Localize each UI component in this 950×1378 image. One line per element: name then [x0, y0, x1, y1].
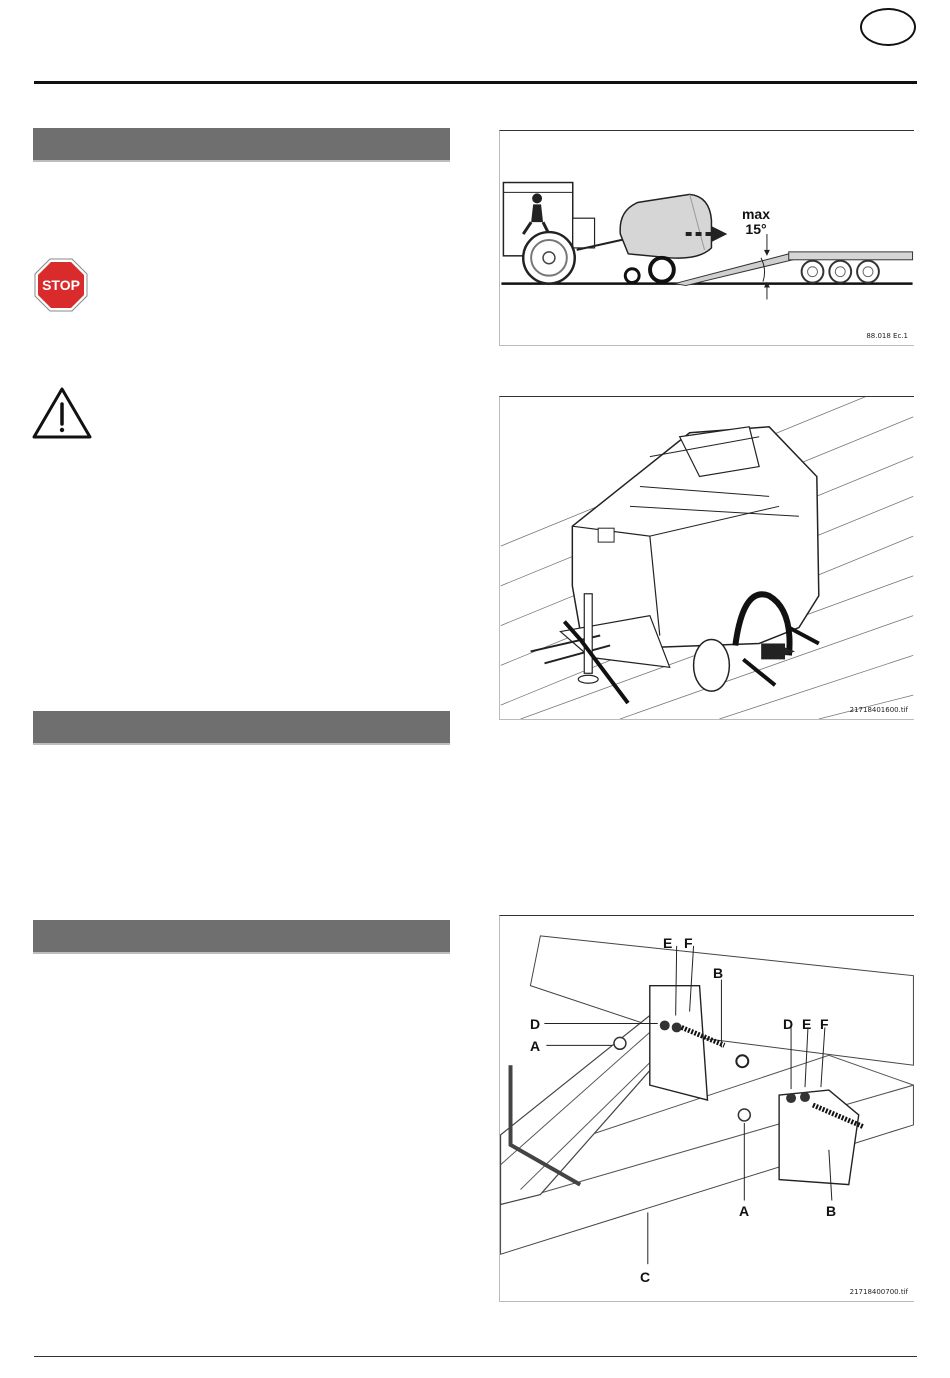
section-heading-bar-1 — [33, 128, 450, 162]
label-a-bottom: A — [739, 1203, 750, 1219]
figure-drawbar-mount — [499, 915, 914, 1302]
angle-label-prefix: max — [741, 206, 771, 222]
figure-loading-ramp — [499, 130, 914, 346]
footer-rule — [34, 1356, 917, 1357]
label-f-right: F — [820, 1016, 829, 1032]
header-rule — [34, 81, 917, 84]
label-a-left: A — [530, 1038, 541, 1054]
label-b-top: B — [713, 965, 724, 981]
language-badge — [860, 8, 916, 46]
warning-icon — [31, 386, 93, 440]
label-d-right: D — [783, 1016, 794, 1032]
label-e-right: E — [802, 1016, 812, 1032]
figure-baler-strapped — [499, 396, 914, 720]
label-f-left: F — [684, 935, 693, 951]
label-b-bottom: B — [826, 1203, 837, 1219]
section-heading-bar-3 — [33, 920, 450, 954]
stop-sign-text: STOP — [42, 277, 80, 293]
stop-sign-icon — [34, 258, 88, 312]
label-d-left: D — [530, 1016, 541, 1032]
figure-reference: 21718401600.tif — [849, 706, 908, 714]
angle-label-value: 15° — [745, 221, 767, 237]
label-c-bottom: C — [640, 1269, 651, 1285]
label-e-left: E — [663, 935, 673, 951]
section-heading-bar-2 — [33, 711, 450, 745]
figure-reference: 88.018 Ec.1 — [866, 332, 908, 340]
figure-reference: 21718400700.tif — [849, 1288, 908, 1296]
